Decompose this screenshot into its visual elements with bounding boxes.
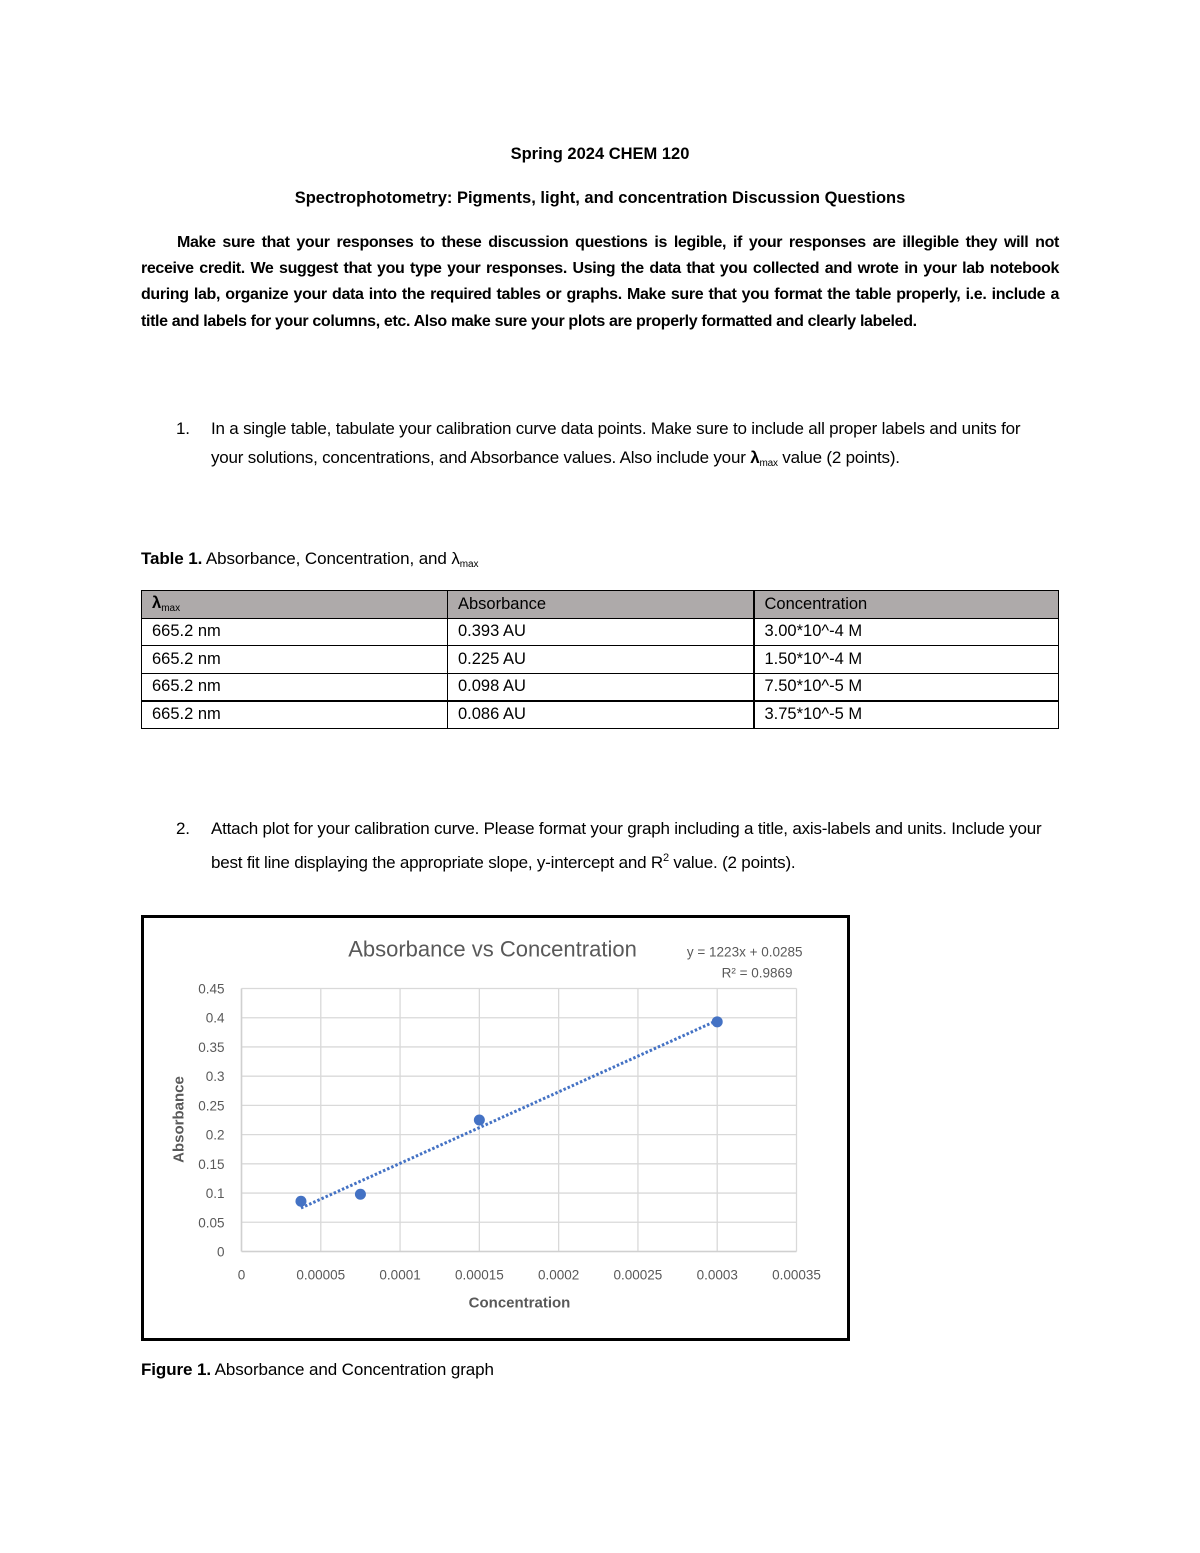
x-axis-title: Concentration <box>468 1294 571 1312</box>
data-table <box>141 590 1059 729</box>
column-header-concentration: Concentration <box>754 591 1059 619</box>
chart-canvas <box>144 918 846 1337</box>
data-point <box>474 1115 485 1126</box>
x-tick-label: 0.00035 <box>772 1267 821 1283</box>
table-row <box>142 701 1059 729</box>
calibration-chart <box>141 915 850 1341</box>
cell-concentration: 7.50*10^-5 M <box>754 673 1059 701</box>
instructions-text: Make sure that your responses to these discussion questions is legible, if your responses are illegible they will not receive credit. We suggest that you type your responses. Using the data that you collected and wrote in your lab notebook during lab, organize your data into the required tables or graphs. Make sure that you format the table properly, i.e. include a title and labels for your columns, etc. Also make sure your plots are properly formatted and clearly labeled. <box>141 234 1059 330</box>
x-tick-label: 0.0003 <box>696 1267 738 1283</box>
cell-absorbance: 0.086 AU <box>448 701 754 729</box>
x-tick-label: 0.0001 <box>379 1267 421 1283</box>
figure-caption: Figure 1. Absorbance and Concentration graph <box>141 1360 494 1379</box>
y-axis-title: Absorbance <box>170 1076 188 1163</box>
question-number: 2. <box>176 819 190 838</box>
lambda-symbol: λ <box>750 447 760 467</box>
y-tick-label: 0.45 <box>198 981 225 997</box>
instructions-paragraph <box>141 230 1059 335</box>
trendline <box>301 1020 717 1208</box>
table-header-row <box>142 591 1059 619</box>
cell-concentration: 3.75*10^-5 M <box>754 701 1059 729</box>
cell-concentration: 1.50*10^-4 M <box>754 646 1059 674</box>
table-caption: Table 1. Absorbance, Concentration, and $\lambda_{max}$ <box>141 549 479 570</box>
data-point <box>295 1196 306 1207</box>
question-1 <box>176 415 1056 478</box>
question-number: 1. <box>176 419 190 438</box>
cell-lambda: 665.2 nm <box>142 701 448 729</box>
course-title: Spring 2024 CHEM 120 <box>510 145 690 163</box>
cell-absorbance: 0.225 AU <box>448 646 754 674</box>
chart-title: Absorbance vs Concentration <box>348 936 637 962</box>
y-tick-label: 0.3 <box>205 1069 225 1085</box>
cell-lambda: 665.2 nm <box>142 618 448 646</box>
trendline-equation: y = 1223x + 0.0285 <box>686 944 803 960</box>
cell-absorbance: 0.393 AU <box>448 618 754 646</box>
trendline-r-squared: R² = 0.9869 <box>721 965 793 981</box>
y-tick-label: 0.1 <box>205 1186 225 1202</box>
x-tick-label: 0.00015 <box>454 1267 504 1283</box>
x-tick-label: 0.00005 <box>296 1267 346 1283</box>
y-tick-label: 0 <box>216 1244 225 1260</box>
table-row <box>142 618 1059 646</box>
table-row <box>142 646 1059 674</box>
x-tick-label: 0 <box>237 1267 246 1283</box>
y-tick-label: 0.05 <box>198 1215 225 1231</box>
cell-concentration: 3.00*10^-4 M <box>754 618 1059 646</box>
question-2 <box>176 815 1056 877</box>
data-point <box>712 1016 723 1027</box>
y-tick-label: 0.15 <box>198 1156 225 1172</box>
cell-lambda: 665.2 nm <box>142 673 448 701</box>
data-point <box>355 1189 366 1200</box>
question-text: In a single table, tabulate your calibration curve data points. Make sure to include all proper labels and units for your solutions, concentrations, and Absorbance values. Also include your $\lambda_{max}$ value (2 points). <box>211 419 1021 469</box>
document-title: Spectrophotometry: Pigments, light, and concentration Discussion Questions <box>294 189 906 207</box>
table-row <box>142 673 1059 701</box>
cell-lambda: 665.2 nm <box>142 646 448 674</box>
column-header-absorbance: Absorbance <box>448 591 754 619</box>
y-tick-label: 0.35 <box>198 1039 225 1055</box>
x-tick-label: 0.00025 <box>613 1267 663 1283</box>
y-tick-label: 0.4 <box>205 1010 225 1026</box>
y-tick-label: 0.2 <box>205 1127 225 1143</box>
column-header-lambda-max: $\lambda_{max}$ <box>142 591 448 619</box>
cell-absorbance: 0.098 AU <box>448 673 754 701</box>
question-text: Attach plot for your calibration curve. Please format your graph including a title, axis-labels and units. Include your best fit line displaying the appropriate slope, y-intercept and $R^2$ value. (2 points). <box>211 819 1042 872</box>
x-tick-label: 0.0002 <box>537 1267 580 1283</box>
y-tick-label: 0.25 <box>198 1098 225 1114</box>
